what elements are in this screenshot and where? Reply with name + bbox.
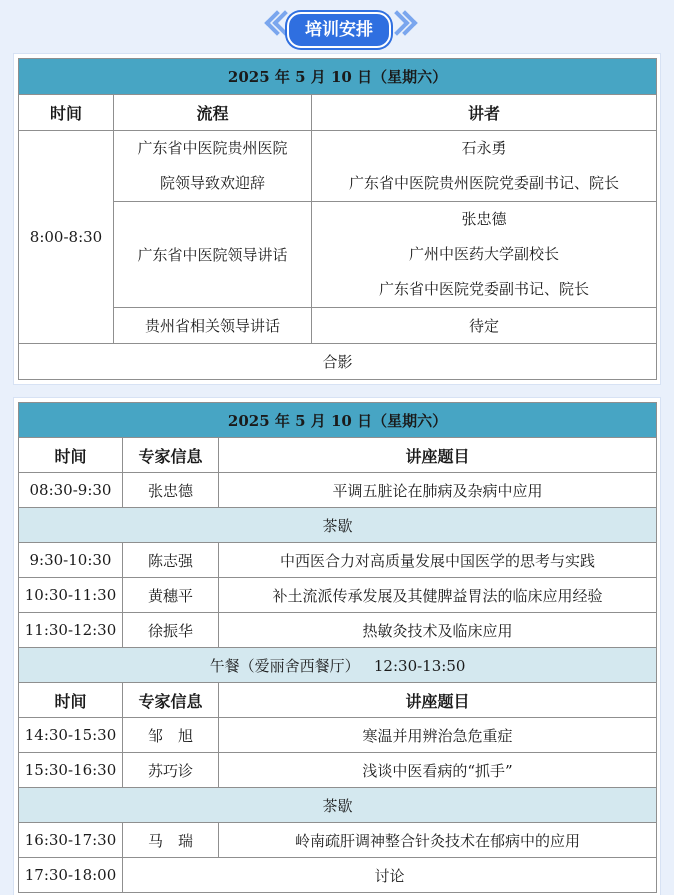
speaker-line: 广东省中医院贵州医院党委副书记、院长: [348, 174, 619, 192]
tea-break-row: 茶歇: [19, 508, 657, 543]
speaker-line: 张忠德: [461, 210, 507, 228]
date-header: 2025 年 5 月 10 日（星期六）: [19, 59, 657, 95]
table-row: [19, 578, 657, 613]
col-speaker: 讲者: [312, 95, 657, 131]
date-header: 2025 年 5 月 10 日（星期六）: [19, 403, 657, 438]
group-photo-row: 合影: [19, 344, 657, 380]
col-time: 时间: [19, 95, 114, 131]
expert-cell: 邹 旭: [123, 718, 219, 753]
tea-break-row: 茶歇: [19, 788, 657, 823]
col-expert: 专家信息: [123, 438, 219, 473]
table-row: [19, 473, 657, 508]
lecture-schedule-table: [18, 402, 657, 893]
table-row: [19, 613, 657, 648]
table-row: [19, 858, 657, 893]
expert-cell: 徐振华: [123, 613, 219, 648]
banner-title: 培训安排: [287, 12, 391, 48]
time-cell: 08:30-9:30: [19, 473, 123, 508]
table-row: [19, 753, 657, 788]
col-expert: 专家信息: [123, 683, 219, 718]
topic-cell: 补土流派传承发展及其健脾益胃法的临床应用经验: [219, 578, 657, 613]
time-cell: 16:30-17:30: [19, 823, 123, 858]
opening-schedule-card: [14, 54, 660, 384]
table-row: [19, 543, 657, 578]
speaker-line: 广州中医药大学副校长: [408, 245, 559, 263]
time-cell: 17:30-18:00: [19, 858, 123, 893]
time-cell: 14:30-15:30: [19, 718, 123, 753]
process-line: 广东省中医院贵州医院: [137, 139, 288, 157]
table-row: [19, 718, 657, 753]
expert-cell: 黄穗平: [123, 578, 219, 613]
topic-cell: 平调五脏论在肺病及杂病中应用: [219, 473, 657, 508]
time-cell: 15:30-16:30: [19, 753, 123, 788]
section-banner: [0, 8, 674, 48]
expert-cell: 马 瑞: [123, 823, 219, 858]
speaker-line: 广东省中医院党委副书记、院长: [378, 280, 589, 298]
expert-cell: 陈志强: [123, 543, 219, 578]
col-topic: 讲座题目: [219, 683, 657, 718]
col-time: 时间: [19, 438, 123, 473]
expert-cell: 苏巧诊: [123, 753, 219, 788]
topic-cell: 寒温并用辨治急危重症: [219, 718, 657, 753]
topic-cell: 岭南疏肝调神整合针灸技术在郁病中的应用: [219, 823, 657, 858]
topic-cell: 热敏灸技术及临床应用: [219, 613, 657, 648]
process-cell: 广东省中医院领导讲话: [114, 202, 312, 308]
opening-schedule-table: [18, 58, 657, 380]
time-cell: 10:30-11:30: [19, 578, 123, 613]
process-line: 院领导致欢迎辞: [159, 174, 265, 192]
lecture-schedule-card: [14, 398, 660, 895]
col-process: 流程: [114, 95, 312, 131]
time-cell: 11:30-12:30: [19, 613, 123, 648]
speaker-cell: 待定: [312, 308, 657, 344]
topic-cell: 浅谈中医看病的“抓手”: [219, 753, 657, 788]
process-cell: [114, 131, 312, 202]
opening-time: 8:00-8:30: [19, 131, 114, 344]
table-row: [19, 823, 657, 858]
process-cell: 贵州省相关领导讲话: [114, 308, 312, 344]
col-topic: 讲座题目: [219, 438, 657, 473]
lunch-row: 午餐（爱丽舍西餐厅） 12:30-13:50: [19, 648, 657, 683]
time-cell: 9:30-10:30: [19, 543, 123, 578]
expert-cell: 张忠德: [123, 473, 219, 508]
discussion-cell: 讨论: [123, 858, 657, 893]
speaker-cell: [312, 131, 657, 202]
speaker-cell: [312, 202, 657, 308]
speaker-line: 石永勇: [461, 139, 507, 157]
topic-cell: 中西医合力对高质量发展中国医学的思考与实践: [219, 543, 657, 578]
col-time: 时间: [19, 683, 123, 718]
